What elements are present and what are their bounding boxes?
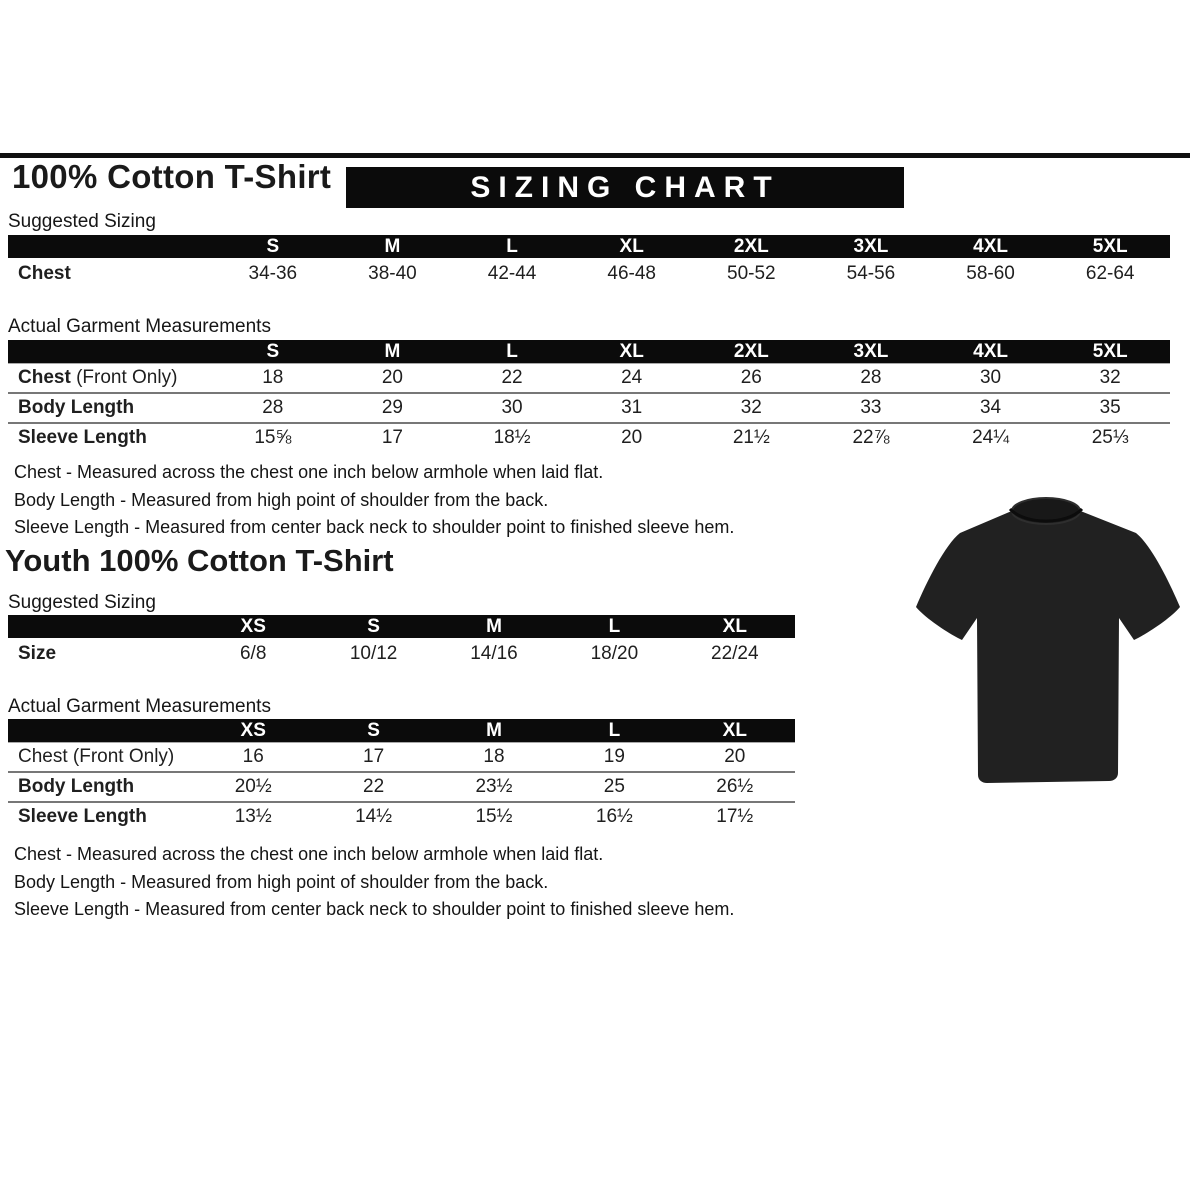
youth-suggested-table (8, 615, 795, 669)
value-cell: 10/12 (349, 642, 398, 664)
value-cell: 17 (313, 743, 433, 773)
header-cell-empty (8, 719, 193, 743)
value-cell: 42-44 (487, 262, 537, 284)
tshirt-image (893, 477, 1199, 807)
row-label: Chest (18, 262, 71, 284)
value-cell: 25 (554, 772, 674, 802)
value-cell: 62-64 (1085, 262, 1135, 284)
value-cell: 20 (333, 364, 453, 394)
sizing-chart-banner: SIZING CHART (346, 167, 904, 208)
header-cell: 3XL (811, 235, 931, 258)
table-header-row (8, 340, 1170, 364)
value-cell: 54-56 (846, 262, 896, 284)
value-cell: 17½ (675, 802, 795, 831)
value-cell: 17 (333, 423, 453, 452)
header-cell: M (333, 235, 453, 258)
value-cell: 25⅓ (1050, 423, 1170, 452)
note-line: Chest - Measured across the chest one inch below armhole when laid flat. (14, 844, 604, 864)
page-title: 100% Cotton T-Shirt (12, 158, 332, 195)
value-cell: 20 (675, 743, 795, 773)
table-row (8, 258, 1170, 289)
header-cell-empty (8, 235, 213, 258)
row-label (8, 364, 213, 394)
value-cell: 13½ (193, 802, 313, 831)
header-cell: M (434, 615, 554, 638)
header-cell: XL (572, 340, 692, 364)
table-row (8, 423, 1170, 452)
header-cell: S (313, 615, 433, 638)
youth-suggested-label: Suggested Sizing (8, 592, 156, 613)
header-cell: S (313, 719, 433, 743)
adult-measurements-table (8, 340, 1170, 452)
row-label: Body Length (8, 772, 193, 802)
note-line: Body Length - Measured from high point of shoulder from the back. (14, 489, 549, 510)
value-cell: 21½ (692, 423, 812, 452)
row-label: Sleeve Length (8, 423, 213, 452)
row-label: Chest (Front Only) (8, 743, 193, 773)
value-cell: 30 (452, 393, 572, 423)
table-header-row (8, 235, 1170, 258)
value-cell: 28 (811, 364, 931, 394)
value-cell: 15⅝ (213, 423, 333, 452)
value-cell: 23½ (434, 772, 554, 802)
value-cell: 19 (554, 743, 674, 773)
header-cell: 5XL (1050, 340, 1170, 364)
header-cell: S (213, 235, 333, 258)
header-cell: 5XL (1050, 235, 1170, 258)
row-label-main: Chest (18, 367, 71, 388)
header-cell: 2XL (692, 340, 812, 364)
header-cell: XS (193, 615, 313, 638)
note-line: Sleeve Length - Measured from center back neck to shoulder point to finished sleeve hem. (14, 899, 735, 919)
value-cell: 24 (572, 364, 692, 394)
row-label: Size (18, 642, 57, 664)
value-cell: 58-60 (966, 262, 1015, 284)
header-cell: XS (193, 719, 313, 743)
value-cell: 30 (931, 364, 1051, 394)
value-cell: 14/16 (470, 642, 518, 664)
value-cell: 18 (434, 743, 554, 773)
table-header-row (8, 719, 795, 743)
youth-measurement-notes (14, 841, 734, 924)
header-cell: XL (572, 235, 692, 258)
value-cell: 33 (811, 393, 931, 423)
youth-measurements-table (8, 719, 795, 831)
value-cell: 34-36 (248, 262, 298, 284)
value-cell: 16 (193, 743, 313, 773)
header-cell: XL (675, 719, 795, 743)
value-cell: 29 (333, 393, 453, 423)
adult-suggested-label: Suggested Sizing (8, 211, 156, 232)
header-cell: M (333, 340, 453, 364)
note-line: Sleeve Length - Measured from center back neck to shoulder point to finished sleeve hem. (14, 517, 735, 537)
value-cell: 18 (213, 364, 333, 394)
table-row (8, 364, 1170, 394)
value-cell: 22 (452, 364, 572, 394)
value-cell: 46-48 (607, 262, 656, 284)
tshirt-icon (893, 477, 1199, 807)
header-cell: 4XL (931, 340, 1051, 364)
adult-measurements-label: Actual Garment Measurements (8, 316, 271, 337)
header-cell-empty (8, 615, 193, 638)
header-cell: M (434, 719, 554, 743)
note-line: Body Length - Measured from high point of shoulder from the back. (14, 871, 549, 892)
table-row (8, 772, 795, 802)
header-cell-empty (8, 340, 213, 364)
value-cell: 28 (213, 393, 333, 423)
value-cell: 38-40 (368, 262, 417, 284)
value-cell: 26½ (675, 772, 795, 802)
table-row (8, 638, 795, 669)
value-cell: 32 (1050, 364, 1170, 394)
value-cell: 18/20 (590, 642, 639, 664)
header-cell: XL (675, 615, 795, 638)
value-cell: 22⅞ (811, 423, 931, 452)
value-cell: 14½ (313, 802, 433, 831)
header-cell: 4XL (931, 235, 1051, 258)
value-cell: 24¼ (931, 423, 1051, 452)
youth-section-title: Youth 100% Cotton T-Shirt (5, 543, 394, 578)
value-cell: 15½ (434, 802, 554, 831)
row-label: Sleeve Length (8, 802, 193, 831)
note-line: Chest - Measured across the chest one inch below armhole when laid flat. (14, 462, 604, 482)
header-cell: S (213, 340, 333, 364)
table-row (8, 393, 1170, 423)
header-cell: L (452, 340, 572, 364)
table-row (8, 802, 795, 831)
value-cell: 22 (313, 772, 433, 802)
value-cell: 32 (692, 393, 812, 423)
adult-measurement-notes (14, 459, 734, 542)
table-header-row (8, 615, 795, 638)
value-cell: 26 (692, 364, 812, 394)
table-row (8, 743, 795, 773)
header-cell: 2XL (692, 235, 812, 258)
header-cell: L (452, 235, 572, 258)
header-cell: 3XL (811, 340, 931, 364)
value-cell: 31 (572, 393, 692, 423)
header-cell: L (554, 719, 674, 743)
value-cell: 6/8 (239, 642, 267, 664)
row-label: Body Length (8, 393, 213, 423)
youth-measurements-label: Actual Garment Measurements (8, 696, 271, 717)
value-cell: 34 (931, 393, 1051, 423)
value-cell: 16½ (554, 802, 674, 831)
adult-suggested-table (8, 235, 1170, 289)
value-cell: 50-52 (727, 262, 776, 284)
value-cell: 22/24 (711, 642, 759, 664)
row-label-suffix: (Front Only) (70, 367, 178, 388)
value-cell: 20½ (193, 772, 313, 802)
header-cell: L (554, 615, 674, 638)
value-cell: 35 (1050, 393, 1170, 423)
value-cell: 20 (572, 423, 692, 452)
value-cell: 18½ (452, 423, 572, 452)
